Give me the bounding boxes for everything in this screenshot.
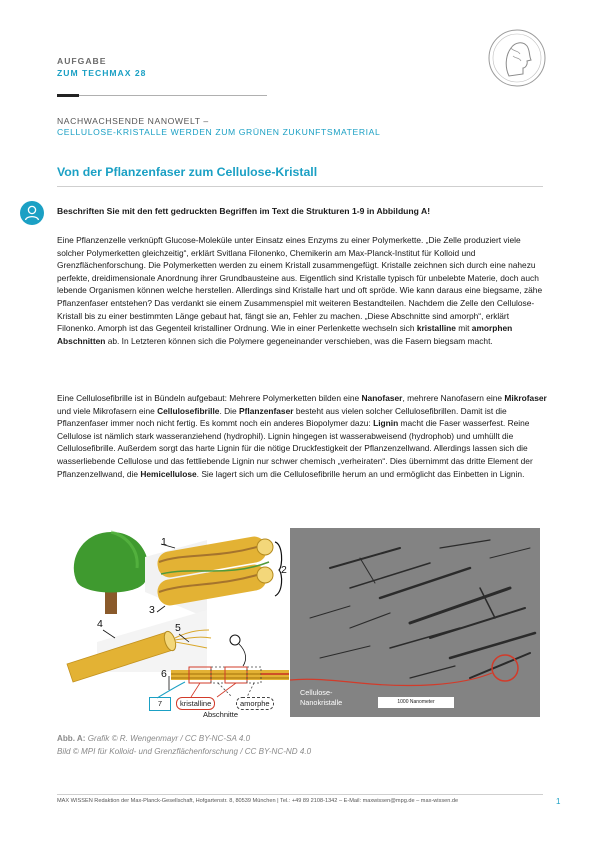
paragraph1-segment: mit	[455, 323, 472, 334]
caption-abb: Abb. A:	[57, 734, 86, 743]
figure-number-7: 7	[149, 697, 171, 711]
paragraph2-segment: Nanofaser	[361, 393, 403, 403]
paragraph2-segment: Mikrofaser	[504, 393, 547, 403]
header-label-line1: AUFGABE	[57, 56, 107, 66]
paragraph2-segment: und viele Mikrofasern eine	[57, 405, 158, 416]
figure-number-2: 2	[281, 564, 287, 576]
figure-number-6: 6	[161, 668, 167, 680]
paragraph2-segment: Eine Cellulosefibrille ist in Bündeln aufgebaut: Mehrere Polymerketten bilden eine	[57, 393, 362, 403]
mpg-logo	[487, 28, 547, 88]
label-amorphe: amorphe	[236, 697, 274, 710]
topic-line2: CELLULOSE-KRISTALLE WERDEN ZUM GRÜNEN ZUKUNFTSMATERIAL	[57, 127, 381, 137]
cellulose-fibril-row	[171, 667, 289, 683]
paragraph2-segment: besteht aus vielen solcher Cellulosefibrillen. Damit ist die Pflanzenfaser immer noch nicht fertig. Es kommt noch ein anderes Biopolymer dazu:	[57, 405, 507, 429]
person-icon	[20, 201, 44, 225]
caption-line2: Bild © MPI für Kolloid- und Grenzflächenforschung / CC BY-NC-ND 4.0	[57, 747, 312, 756]
paragraph1-segment: Eine Pflanzenzelle verknüpft Glucose-Moleküle unter Einsatz eines Enzyms zu einer Polymerkette. „Die Zelle produziert viele solcher Polymerketten gleichzeitig“, erklärt Svitlana Filonenko, Chemikerin am Max-Planck-Institut für Kolloid und Grenzflächenforschung. Die Polymerketten werden zu einem Kristall zusammengefügt. Kristalle zeichnen sich durch eine nahezu perfekte, dreidimensionale Anordnung ihrer Grundbausteine aus. Eigentlich sind Kristalle typisch für unbelebte Materie, doch auch lebende Organismen können welche herstellen. Allerdings sind Kristalle hart und oft spröde. Wie kann daraus eine biegsame, zähe Pflanzenfaser entstehen? Das verdankt sie einem Zusammenspiel mit weiteren Bestandteilen. Nachdem die Zelle den Cellulose-Kristall bis zu einer bestimmten Länge gebaut hat, fängt sie an, Fehler zu machen. „Diese Abschnitte sind amorph“, erklärt Filonenko. Amorph ist das Gegenteil kristalliner Ordnung. Wie in einer Perlenkette wechseln sich	[57, 235, 543, 334]
label-abschnitte: Abschnitte	[203, 710, 239, 719]
minerva-logo-icon	[487, 28, 547, 88]
label-kristalline: kristalline	[176, 697, 215, 710]
page-title: Von der Pflanzenfaser zum Cellulose-Kristall	[57, 165, 318, 179]
footer-rule	[57, 794, 543, 795]
tem-label-line2: Nanokristalle	[300, 698, 343, 707]
paragraph2-segment: . Sie lagert sich um die Cellulosefibrille herum an und ermöglicht das Einbetten in Lignin.	[196, 468, 525, 479]
tem-label	[300, 688, 342, 708]
header-label	[57, 56, 146, 79]
figure-number-4: 4	[97, 618, 103, 630]
paragraph1-segment: ab. In Letzteren können sich die Polymere gegeneinander verschieben, was die Fasern biegsam macht.	[105, 335, 493, 346]
header-rule-accent	[57, 94, 79, 97]
paragraph2-segment: Hemicellulose	[140, 468, 197, 479]
tree-icon	[74, 532, 148, 614]
title-rule	[57, 186, 543, 187]
paragraph2-segment: macht die Faser wasserfest. Reine Cellulose ist nämlich stark wasseranziehend (hydrophil). Lignin hingegen ist wasserabweisend (hydrophob) und umhüllt die Cellulosefibrille. Außerdem sorgt das harte Lignin für die nötige Druckfestigkeit der Pflanzenzellwand. Allerdings lassen sich die wasserliebende Cellulose und das fettliebende Lignin nur schwer chemisch „verheiraten“. Dies übernimmt das dritte Element der Pflanzenzellwand, die	[57, 418, 533, 479]
paragraph2-segment: , mehrere Nanofasern eine	[402, 393, 505, 403]
paragraph2-segment: Pflanzenfaser	[239, 405, 294, 416]
paragraph1-segment: amorphen Abschnitten	[57, 323, 513, 346]
page-number: 1	[556, 797, 561, 806]
figure-number-1: 1	[161, 536, 167, 548]
paragraph2-segment: Lignin	[373, 418, 399, 429]
caption-line1: Grafik © R. Wengenmayr / CC BY-NC-SA 4.0	[85, 734, 251, 743]
header-rule	[57, 95, 267, 96]
paragraph2-segment: . Die	[219, 405, 240, 416]
task-instruction: Beschriften Sie mit den fett gedruckten Begriffen im Text die Strukturen 1-9 in Abbildung A!	[57, 206, 431, 216]
paragraph2-segment: Cellulosefibrille	[157, 405, 220, 416]
figure-caption	[57, 732, 311, 758]
header-label-line2: ZUM TECHMAX 28	[57, 67, 147, 78]
footer-text: MAX WISSEN Redaktion der Max-Planck-Gesellschaft, Hofgartenstr. 8, 80539 München | Tel.: +49 89 2108-1342 – E-Mail: maxwissen@mpg.de – max-wissen.de	[57, 798, 459, 804]
tem-label-line1: Cellulose-	[300, 688, 333, 697]
figure-number-5: 5	[175, 622, 181, 634]
paragraph1-segment: kristalline	[416, 323, 456, 334]
topic-line1: NACHWACHSENDE NANOWELT –	[57, 116, 209, 126]
paragraph-1	[57, 234, 547, 347]
topic-heading	[57, 116, 380, 138]
figure-number-3: 3	[149, 604, 155, 616]
paragraph-2	[57, 392, 547, 480]
scale-bar: 1000 Nanometer	[378, 697, 454, 708]
microfiber-bundle	[156, 535, 273, 608]
